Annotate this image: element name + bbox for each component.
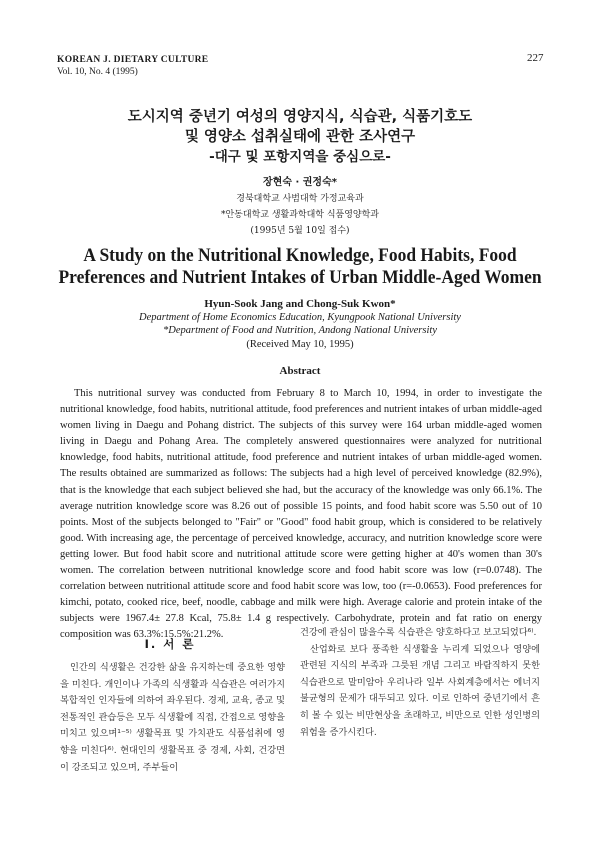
journal-name: KOREAN J. DIETARY CULTURE bbox=[57, 55, 209, 65]
intro-right-column bbox=[300, 625, 540, 741]
intro-paragraph-1-continued: 건강에 관심이 많을수록 식습관은 양호하다고 보고되었다⁶⁾. bbox=[300, 627, 537, 638]
section-heading-introduction: I. 서 론 bbox=[144, 637, 196, 651]
intro-paragraph-1: 인간의 식생활은 건강한 삶을 유지하는데 중요한 영향을 미친다. 개인이나 가족의 식생활과 식습관은 여러가지 복합적인 인자들에 의하여 좌우된다. 경제, 교육, 종교 및 전통적인 관습등은 모두 식생활에 직접, 간접으로 영향을 미치고 있으며¹⁻⁵⁾ 생활목표 및 가치관도 식품섭취에 영향을 미친다⁶⁾. 현대인의 생활목표 중 경제, 사회, 건강면이 강조되고 있으며, 주부들이 bbox=[60, 662, 285, 773]
intro-left-column bbox=[60, 660, 285, 776]
english-affiliation-2: *Department of Food and Nutrition, Andong National University bbox=[163, 325, 437, 336]
korean-authors: 장현숙 · 권정숙* bbox=[263, 177, 337, 188]
english-authors: Hyun-Sook Jang and Chong-Suk Kwon* bbox=[204, 298, 396, 310]
abstract-heading: Abstract bbox=[279, 365, 321, 377]
english-title-line1: A Study on the Nutritional Knowledge, Food Habits, Food bbox=[83, 245, 517, 266]
korean-affiliation-2: *안동대학교 생활과학대학 식품영양학과 bbox=[220, 210, 380, 220]
korean-received-date: (1995년 5월 10일 접수) bbox=[250, 226, 350, 236]
abstract-body: This nutritional survey was conducted from February 8 to March 10, 1994, in order to investigate the nutritional knowledge, food habits, nutritional attitude, food preferences and nutrient intakes of urban middle-aged women living in Daegu and Pohang district. The subjects of this survey were 164 urban middle-aged women living in Daegu and Pohang Area. The completely answered questionnaires were analyzed for nutritional knowledge, food habits, nutritional attitude, food preference and nutrient intakes of urban middle-aged women. The results obtained are summarized as follows: The subjects had a high level of perceived knowledge (82.9%), that is the knowledge that each subject believed she had, but the accuracy of the knowledge was only 66.1%. The average nutrition knowledge score was 8.26 out of possible 15 points, and food habit score was 5.50 out of 10 points. Most of the subjects belonged to "Fair" or "Good" food habit group, which is considered to be relatively good. With increasing age, the percentage of perceived knowledge, accuracy, and nutrition knowledge score were getting lower. But food habit score and nutritional attitude score were getting higher at 40's women than 30's women. The correlation between nutritional knowledge score and food habit score was low (r=0.0748). The correlation between nutritional attitude score and food habit score was low, too (r=-0.0653). Food preferences for kimchi, potato, cooked rice, beef, noodle, cabbage and milk were high. Average calorie and protein intake of the subjects were 1967.4± 27.8 Kcal, 75.8± 1.4 g respectively. Carbohydrate, protein and fat ratio on energy composition was 63.3%:15.5%:21.2%. bbox=[60, 388, 542, 641]
journal-volume: Vol. 10, No. 4 (1995) bbox=[57, 67, 138, 77]
korean-affiliation-1: 경북대학교 사범대학 가정교육과 bbox=[236, 194, 364, 204]
intro-paragraph-2: 산업화로 보다 풍족한 식생활을 누리게 되었으나 영양에 관련된 지식의 부족과 그릇된 개념 그리고 바람직하지 못한 식습관으로 말미암아 우리나라 일부 사회계층에서는 에너지 불균형의 문제가 대두되고 있다. 이로 인하여 중년기에서 흔히 볼 수 있는 비만현상을 초래하고, 비만으로 인한 성인병의 위험을 증가시킨다. bbox=[300, 643, 540, 738]
korean-title-line2: 및 영양소 섭취실태에 관한 조사연구 bbox=[184, 129, 416, 145]
english-affiliation-1: Department of Home Economics Education, Kyungpook National University bbox=[139, 312, 461, 323]
page-number: 227 bbox=[527, 52, 544, 64]
english-title-line2: Preferences and Nutrient Intakes of Urban Middle-Aged Women bbox=[58, 267, 542, 288]
korean-subtitle: -대구 및 포항지역을 중심으로- bbox=[209, 149, 391, 165]
english-received-date: (Received May 10, 1995) bbox=[246, 339, 354, 350]
korean-title-line1: 도시지역 중년기 여성의 영양지식, 식습관, 식품기호도 bbox=[127, 109, 473, 125]
